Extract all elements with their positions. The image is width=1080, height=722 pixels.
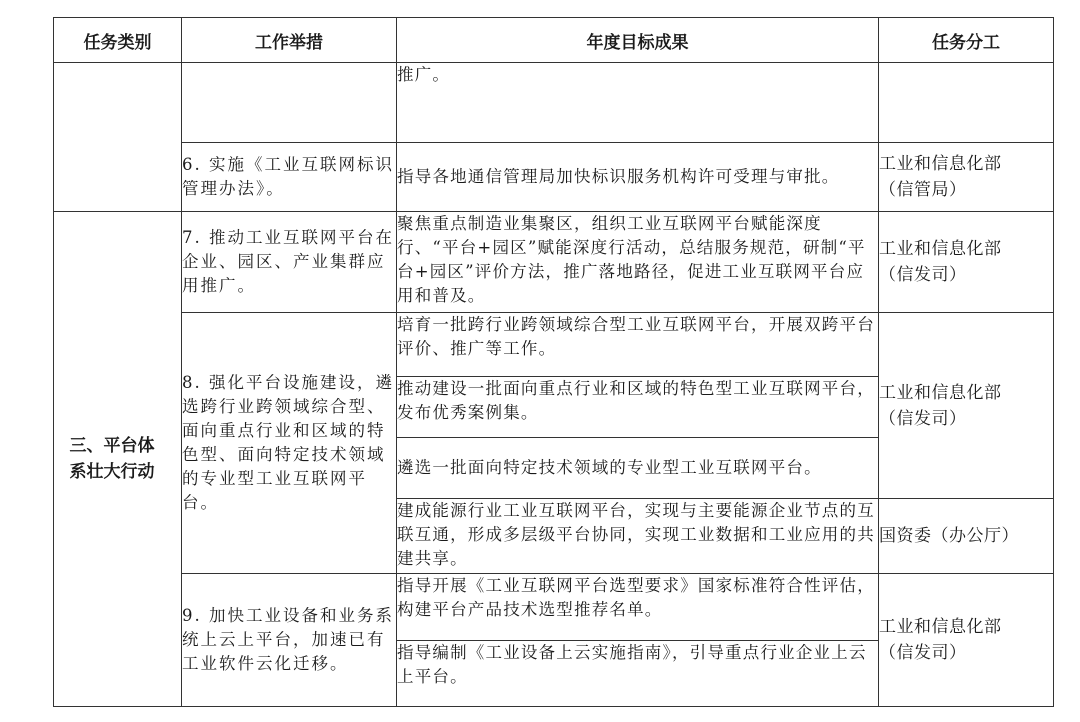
owner-cell-8d: 国资委（办公厅） [879, 499, 1054, 574]
measure-cell-9: 9. 加快工业设备和业务系统上云上平台，加速已有工业软件云化迁移。 [182, 574, 397, 707]
task-table [53, 17, 1054, 707]
table-row [54, 63, 1054, 143]
category-cell-3 [54, 212, 182, 707]
measure-cell-6: 6. 实施《工业互联网标识管理办法》。 [182, 143, 397, 212]
owner-8-line1: 工业和信息化部 [879, 382, 1002, 403]
owner-7-line2: （信发司） [879, 265, 967, 285]
task-table-page [53, 17, 1053, 707]
goal-cell-8d: 建成能源行业工业互联网平台，实现与主要能源企业节点的互联互通，形成多层级平台协同，实现工业数据和工业应用的共建共享。 [397, 499, 879, 574]
goal-cell-9a: 指导开展《工业互联网平台选型要求》国家标准符合性评估，构建平台产品技术选型推荐名单。 [397, 574, 879, 641]
owner-cell-9 [879, 574, 1054, 707]
owner-9-line2: （信发司） [879, 643, 967, 663]
owner-9-line1: 工业和信息化部 [879, 617, 1002, 637]
category-cell-empty [54, 63, 182, 212]
owner-7-line1: 工业和信息化部 [879, 239, 1002, 259]
header-category: 任务类别 [54, 18, 182, 63]
table-row [54, 574, 1054, 641]
header-owner: 任务分工 [879, 18, 1054, 63]
owner-cell-8 [879, 313, 1054, 499]
owner-cell-6 [879, 143, 1054, 212]
measure-cell-7: 7. 推动工业互联网平台在企业、园区、产业集群应用推广。 [182, 212, 397, 313]
goal-cell-6: 指导各地通信管理局加快标识服务机构许可受理与审批。 [397, 143, 879, 212]
table-header-row [54, 18, 1054, 63]
goal-cell-8c: 遴选一批面向特定技术领域的专业型工业互联网平台。 [397, 438, 879, 499]
table-row [54, 212, 1054, 313]
owner-cell-7 [879, 212, 1054, 313]
goal-cell-7: 聚焦重点制造业集聚区，组织工业互联网平台赋能深度行、“平台+园区”赋能深度行活动，总结服务规范，研制“平台+园区”评价方法，推广落地路径，促进工业互联网平台应用和普及。 [397, 212, 879, 313]
goal-cell-8b: 推动建设一批面向重点行业和区域的特色型工业互联网平台，发布优秀案例集。 [397, 377, 879, 438]
table-row [54, 313, 1054, 377]
owner-6-line2: （信管局） [879, 180, 967, 200]
measure-cell-empty [182, 63, 397, 143]
owner-cell-empty [879, 63, 1054, 143]
table-row [54, 143, 1054, 212]
goal-cell-8a: 培育一批跨行业跨领域综合型工业互联网平台，开展双跨平台评价、推广等工作。 [397, 313, 879, 377]
category-3-label: 三、平台体系壮大行动 [69, 436, 155, 482]
owner-8-line2: （信发司） [879, 408, 967, 429]
header-goals: 年度目标成果 [397, 18, 879, 63]
goal-cell-9b: 指导编制《工业设备上云实施指南》，引导重点行业企业上云上平台。 [397, 641, 879, 707]
measure-cell-8: 8. 强化平台设施建设，遴选跨行业跨领域综合型、面向重点行业和区域的特色型、面向特定技术领域的专业型工业互联网平台。 [182, 313, 397, 574]
goal-cell-continued: 推广。 [397, 63, 879, 143]
header-measures: 工作举措 [182, 18, 397, 63]
owner-6-line1: 工业和信息化部 [879, 154, 1002, 174]
